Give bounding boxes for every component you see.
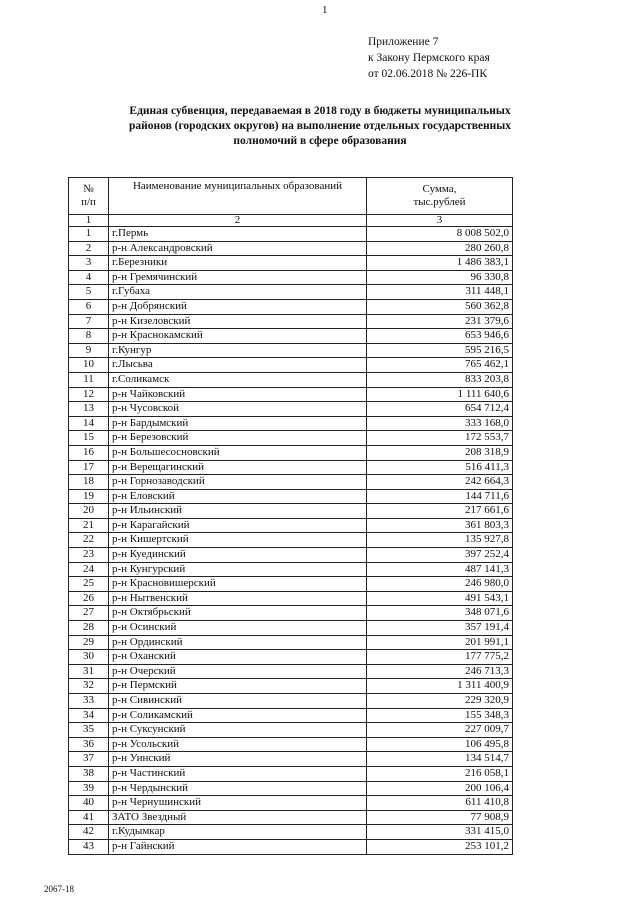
municipality-name: р-н Пермский [109,679,367,694]
table-row [69,606,513,621]
municipality-name: р-н Еловский [109,489,367,504]
municipality-name: г.Губаха [109,285,367,300]
table-row [69,299,513,314]
municipality-name: р-н Соликамский [109,708,367,723]
municipality-name: р-н Кизеловский [109,314,367,329]
header-sum-line-2: тыс.рублей [413,196,466,208]
municipality-name: р-н Березовский [109,431,367,446]
row-number: 27 [69,606,109,621]
table-row [69,285,513,300]
annex-block [368,34,490,82]
municipality-name: р-н Сивинский [109,694,367,709]
municipality-name: р-н Чусовской [109,402,367,417]
municipality-name: г.Лысьва [109,358,367,373]
row-number: 21 [69,518,109,533]
row-number: 5 [69,285,109,300]
row-number: 20 [69,504,109,519]
row-number: 12 [69,387,109,402]
subvention-sum: 653 946,6 [367,329,513,344]
subvention-sum: 253 101,2 [367,839,513,854]
subvention-sum: 172 553,7 [367,431,513,446]
row-number: 30 [69,650,109,665]
subvention-sum: 229 320,9 [367,694,513,709]
subvention-sum: 491 543,1 [367,591,513,606]
municipality-name: г.Пермь [109,227,367,242]
header-sum-line-1: Сумма, [422,183,457,195]
table-row [69,518,513,533]
table-row [69,825,513,840]
row-number: 28 [69,621,109,636]
row-number: 1 [69,227,109,242]
municipality-name: р-н Добрянский [109,299,367,314]
subvention-sum: 177 775,2 [367,650,513,665]
subvention-sum: 217 661,6 [367,504,513,519]
subvention-sum: 1 311 400,9 [367,679,513,694]
subvention-sum: 201 991,1 [367,635,513,650]
row-number: 7 [69,314,109,329]
row-number: 16 [69,445,109,460]
document-code: 2067-18 [44,884,74,894]
municipality-name: р-н Частинский [109,766,367,781]
table-row [69,708,513,723]
subvention-sum: 227 009,7 [367,723,513,738]
table-row [69,839,513,854]
table-row [69,416,513,431]
municipality-name: р-н Кунгурский [109,562,367,577]
subvention-sum: 487 141,3 [367,562,513,577]
row-number: 9 [69,343,109,358]
row-number: 14 [69,416,109,431]
municipality-name: ЗАТО Звездный [109,810,367,825]
table-row [69,431,513,446]
municipality-name: р-н Ординский [109,635,367,650]
municipality-name: г.Кунгур [109,343,367,358]
table-row [69,270,513,285]
column-number: 1 [69,215,109,227]
row-number: 41 [69,810,109,825]
row-number: 35 [69,723,109,738]
table-row [69,445,513,460]
row-number: 10 [69,358,109,373]
row-number: 42 [69,825,109,840]
table-row [69,723,513,738]
table-row [69,796,513,811]
row-number: 36 [69,737,109,752]
table-row [69,737,513,752]
header-sum [367,178,513,215]
subvention-sum: 331 415,0 [367,825,513,840]
table-row [69,329,513,344]
municipality-name: р-н Краснокамский [109,329,367,344]
subvention-sum: 654 712,4 [367,402,513,417]
row-number: 34 [69,708,109,723]
table-row [69,489,513,504]
table-row [69,402,513,417]
row-number: 4 [69,270,109,285]
subvention-sum: 246 980,0 [367,577,513,592]
row-number: 26 [69,591,109,606]
table-row [69,533,513,548]
municipality-name: р-н Осинский [109,621,367,636]
header-number-line-1: № [83,183,94,195]
municipality-name: р-н Карагайский [109,518,367,533]
subvention-sum: 361 803,3 [367,518,513,533]
subvention-sum: 397 252,4 [367,548,513,563]
document-title [70,104,570,149]
subvention-sum: 144 711,6 [367,489,513,504]
table-row [69,387,513,402]
row-number: 39 [69,781,109,796]
row-number: 19 [69,489,109,504]
header-number [69,178,109,215]
subvention-sum: 77 908,9 [367,810,513,825]
municipality-name: г.Кудымкар [109,825,367,840]
municipality-name: г.Соликамск [109,372,367,387]
municipality-name: р-н Чайковский [109,387,367,402]
subvention-sum: 833 203,8 [367,372,513,387]
table-row [69,548,513,563]
subvention-sum: 96 330,8 [367,270,513,285]
subvention-sum: 516 411,3 [367,460,513,475]
page-number: 1 [322,4,328,16]
table-row [69,752,513,767]
subvention-sum: 155 348,3 [367,708,513,723]
municipality-name: р-н Оханский [109,650,367,665]
subvention-table [68,177,513,855]
header-number-line-2: п/п [81,196,96,208]
subvention-sum: 134 514,7 [367,752,513,767]
subvention-sum: 333 168,0 [367,416,513,431]
column-number-row [69,215,513,227]
subvention-sum: 216 058,1 [367,766,513,781]
row-number: 43 [69,839,109,854]
row-number: 13 [69,402,109,417]
title-line-2: районов (городских округов) на выполнение отдельных государственных [128,120,512,132]
table-row [69,241,513,256]
table-body [69,227,513,855]
municipality-name: р-н Суксунский [109,723,367,738]
header-name: Наименование муниципальных образований [109,178,367,215]
subvention-sum: 8 008 502,0 [367,227,513,242]
row-number: 22 [69,533,109,548]
row-number: 24 [69,562,109,577]
row-number: 32 [69,679,109,694]
row-number: 17 [69,460,109,475]
subvention-sum: 231 379,6 [367,314,513,329]
municipality-name: р-н Верещагинский [109,460,367,475]
column-number: 3 [367,215,513,227]
table-row [69,227,513,242]
municipality-name: р-н Кишертский [109,533,367,548]
subvention-sum: 208 318,9 [367,445,513,460]
municipality-name: р-н Усольский [109,737,367,752]
table-row [69,256,513,271]
municipality-name: р-н Бардымский [109,416,367,431]
row-number: 38 [69,766,109,781]
table-row [69,635,513,650]
municipality-name: р-н Куединский [109,548,367,563]
subvention-sum: 1 111 640,6 [367,387,513,402]
subvention-sum: 1 486 383,1 [367,256,513,271]
table-row [69,460,513,475]
column-number: 2 [109,215,367,227]
row-number: 25 [69,577,109,592]
annex-line-3: от 02.06.2018 № 226-ПК [368,68,488,80]
table-row [69,810,513,825]
municipality-name: р-н Чердынский [109,781,367,796]
table-row [69,504,513,519]
annex-line-1: Приложение 7 [368,36,439,48]
row-number: 31 [69,664,109,679]
subvention-sum: 611 410,8 [367,796,513,811]
table-row [69,358,513,373]
table-row [69,650,513,665]
municipality-name: р-н Гайнский [109,839,367,854]
table-row [69,679,513,694]
row-number: 3 [69,256,109,271]
row-number: 11 [69,372,109,387]
subvention-sum: 280 260,8 [367,241,513,256]
row-number: 2 [69,241,109,256]
subvention-sum: 357 191,4 [367,621,513,636]
municipality-name: р-н Большесосновский [109,445,367,460]
table-row [69,475,513,490]
row-number: 37 [69,752,109,767]
row-number: 8 [69,329,109,344]
row-number: 33 [69,694,109,709]
table-row [69,372,513,387]
table-row [69,343,513,358]
subvention-sum: 311 448,1 [367,285,513,300]
table-row [69,781,513,796]
title-line-3: полномочий в сфере образования [233,135,407,147]
municipality-name: р-н Александровский [109,241,367,256]
row-number: 6 [69,299,109,314]
subvention-sum: 765 462,1 [367,358,513,373]
municipality-name: р-н Красновишерский [109,577,367,592]
table-row [69,591,513,606]
table-row [69,562,513,577]
table-row [69,694,513,709]
row-number: 40 [69,796,109,811]
subvention-sum: 242 664,3 [367,475,513,490]
municipality-name: р-н Гремячинский [109,270,367,285]
subvention-sum: 560 362,8 [367,299,513,314]
municipality-name: р-н Горнозаводский [109,475,367,490]
row-number: 29 [69,635,109,650]
subvention-sum: 106 495,8 [367,737,513,752]
municipality-name: р-н Нытвенский [109,591,367,606]
row-number: 18 [69,475,109,490]
municipality-name: р-н Чернушинский [109,796,367,811]
municipality-name: г.Березники [109,256,367,271]
municipality-name: р-н Очерский [109,664,367,679]
annex-line-2: к Закону Пермского края [368,52,490,64]
municipality-name: р-н Уинский [109,752,367,767]
table-row [69,766,513,781]
subvention-sum: 348 071,6 [367,606,513,621]
subvention-sum: 246 713,3 [367,664,513,679]
row-number: 23 [69,548,109,563]
table-row [69,621,513,636]
table-row [69,664,513,679]
subvention-sum: 135 927,8 [367,533,513,548]
table-row [69,314,513,329]
title-line-1: Единая субвенция, передаваемая в 2018 году в бюджеты муниципальных [129,105,511,117]
subvention-sum: 200 106,4 [367,781,513,796]
subvention-sum: 595 216,5 [367,343,513,358]
municipality-name: р-н Ильинский [109,504,367,519]
table-row [69,577,513,592]
table-header-row [69,178,513,215]
row-number: 15 [69,431,109,446]
municipality-name: р-н Октябрьский [109,606,367,621]
